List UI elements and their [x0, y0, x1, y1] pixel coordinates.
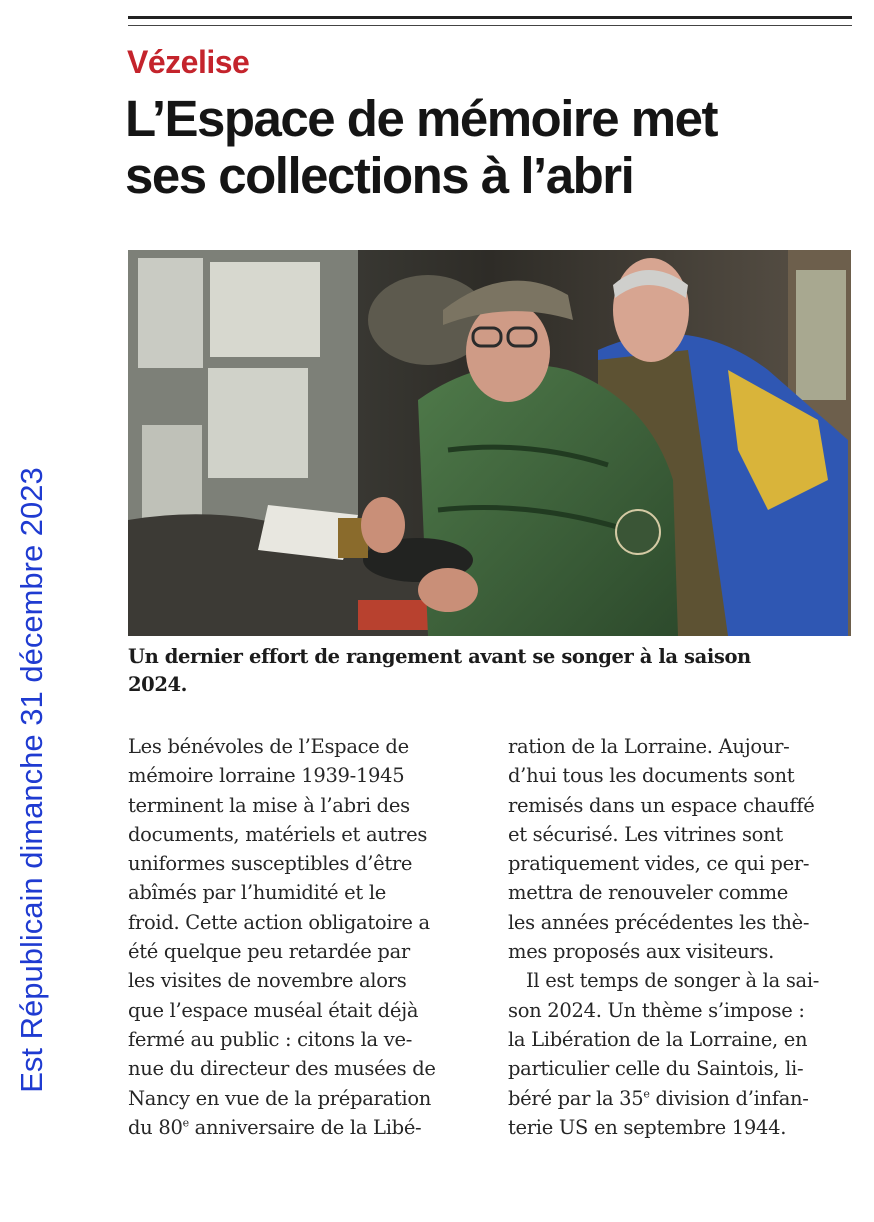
body-line: été quelque peu retardée par [128, 940, 410, 964]
headline-line-1: L’Espace de mémoire met [125, 90, 717, 147]
headline-line-2: ses collections à l’abri [125, 147, 634, 204]
article-kicker: Vézelise [127, 44, 250, 80]
body-line-last [128, 1113, 478, 1142]
caption-line-2: 2024. [128, 673, 188, 696]
photo-illustration [128, 250, 851, 636]
body-text: anniversaire de la Libé- [188, 1115, 422, 1139]
body-line: Nancy en vue de la préparation [128, 1086, 432, 1110]
body-text: division d’infan- [649, 1086, 809, 1110]
body-line-last: terie US en septembre 1944. [508, 1115, 787, 1139]
body-line: mettra de renouveler comme [508, 881, 789, 905]
body-line: nue du directeur des musées de [128, 1057, 436, 1081]
article-body-column-2 [508, 732, 856, 1142]
ordinal-suffix: e [643, 1087, 650, 1101]
body-text: béré par la 35 [508, 1086, 644, 1110]
body-line: et sécurisé. Les vitrines sont [508, 822, 783, 846]
top-rule-thin [128, 25, 852, 26]
body-line: que l’espace muséal était déjà [128, 998, 419, 1022]
source-stamp-text: Est Républicain dimanche 31 décembre 2023 [14, 467, 49, 1093]
body-line: mes proposés aux visiteurs. [508, 940, 774, 964]
body-line [508, 1084, 856, 1113]
body-line: les années précédentes les thè- [508, 910, 810, 934]
body-line: remisés dans un espace chauffé [508, 793, 815, 817]
body-line: uniformes susceptibles d’être [128, 852, 413, 876]
body-line: pratiquement vides, ce qui per- [508, 852, 810, 876]
body-line: Les bénévoles de l’Espace de [128, 735, 409, 758]
body-line: fermé au public : citons la ve- [128, 1027, 412, 1051]
photo-caption [128, 643, 848, 699]
body-line: d’hui tous les documents sont [508, 764, 795, 788]
body-line: terminent la mise à l’abri des [128, 793, 410, 817]
body-line: abîmés par l’humidité et le [128, 881, 387, 905]
body-text: du 80 [128, 1115, 183, 1139]
body-line-paragraph-start: Il est temps de songer à la sai- [526, 969, 820, 993]
body-line: particulier celle du Saintois, li- [508, 1057, 804, 1081]
body-line: mémoire lorraine 1939-1945 [128, 764, 405, 788]
body-line: les visites de novembre alors [128, 969, 407, 993]
article-photo [128, 250, 851, 636]
body-line: documents, matériels et autres [128, 822, 428, 846]
top-rule-thick [128, 16, 852, 19]
body-line: son 2024. Un thème s’impose : [508, 998, 805, 1022]
body-line: la Libération de la Lorraine, en [508, 1027, 808, 1051]
article-body-column-1 [128, 732, 478, 1142]
article-headline [125, 90, 865, 204]
caption-line-1: Un dernier effort de rangement avant se songer à la saison [128, 645, 751, 668]
body-line: froid. Cette action obligatoire a [128, 910, 430, 934]
body-line: ration de la Lorraine. Aujour- [508, 735, 790, 758]
ordinal-suffix: e [182, 1116, 189, 1130]
